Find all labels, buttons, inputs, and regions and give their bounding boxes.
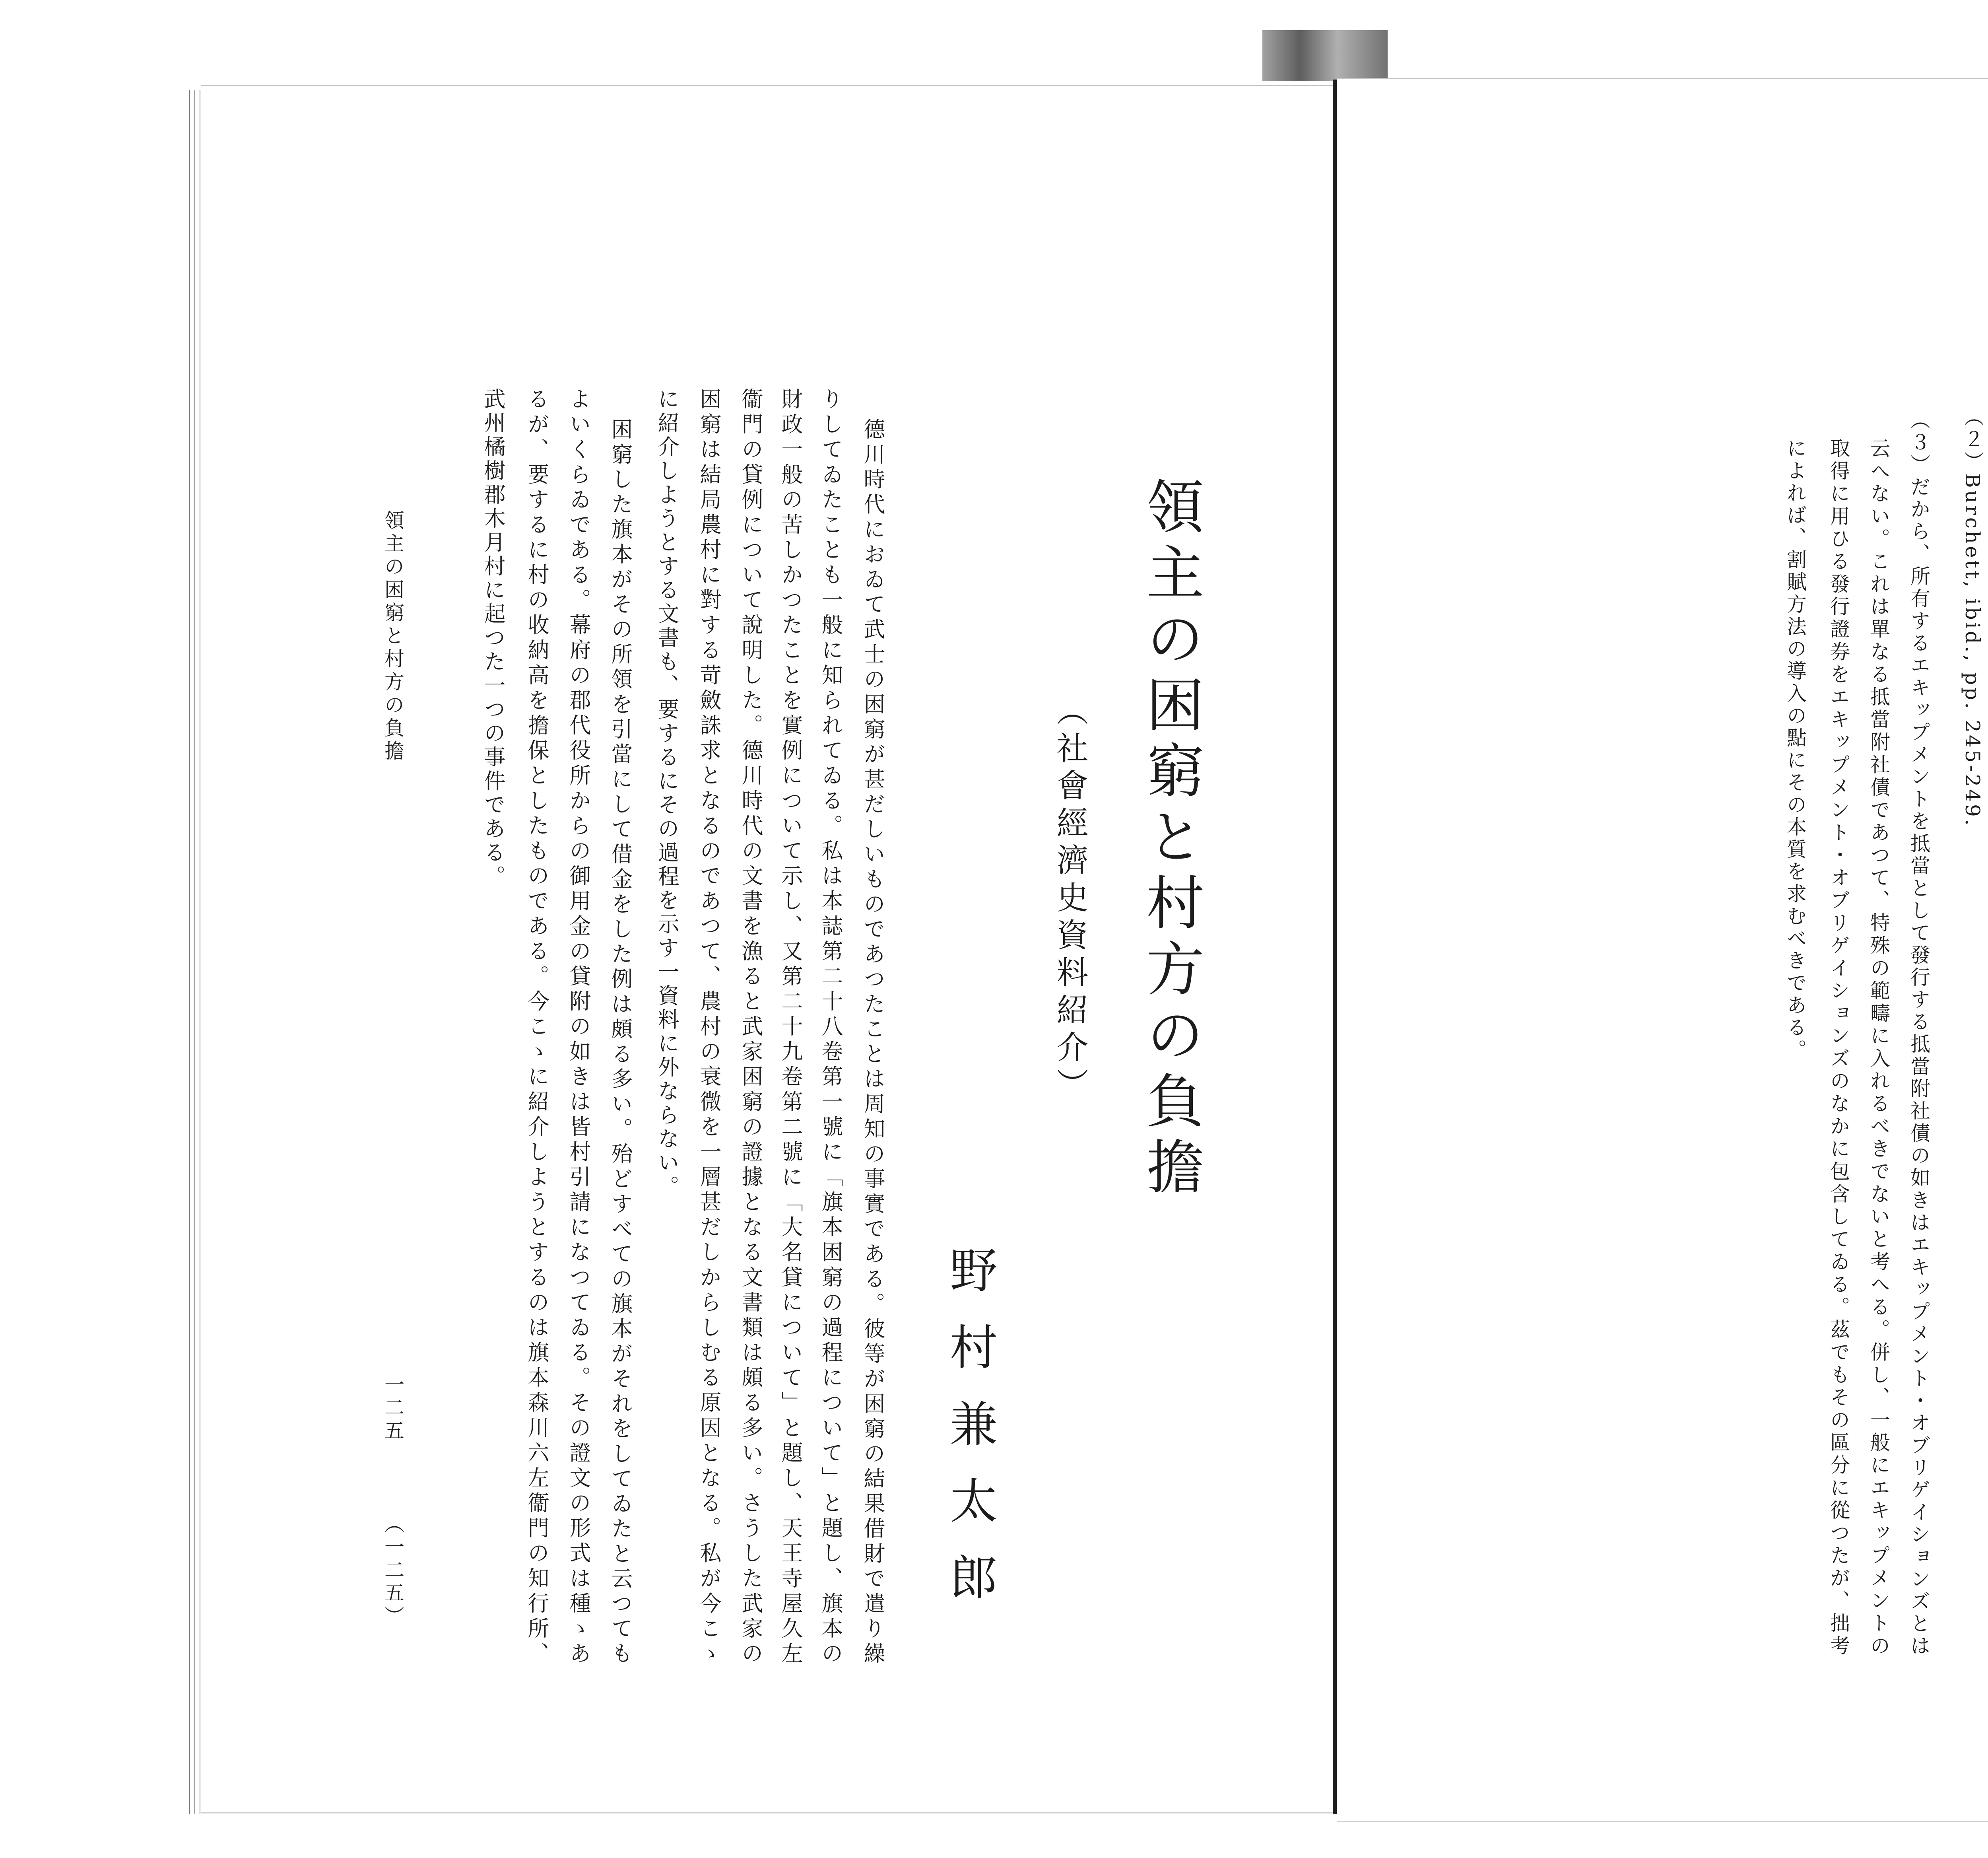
page-fold: [1333, 80, 1337, 1814]
body-text-line: 武州橘樹郡木月村に起つた一つの事件である。: [481, 388, 506, 889]
binding-tab: [1262, 30, 1388, 81]
article-subtitle: （社會經濟史資料紹介）: [1051, 694, 1088, 1105]
body-text-line: 衞門の貸例について說明した。德川時代の文書を漁ると武家困窮の證據となる文書類は頗る多い。さうした武家の: [738, 388, 763, 1664]
body-text-line: 困窮した旗本がその所領を引當にして借金をした例は頗る多い。殆どすべての旗本がそれをしてゐたと云つても: [608, 418, 633, 1664]
body-text-line: るが、要するに村の收納高を擔保としたものである。今こゝに紹介しようとするのは旗本森川六左衞門の知行所、: [524, 388, 549, 1664]
footnote-line: 取得に用ひる發行證券をエキップメント・オブリゲイションズのなかに包含してゐる。茲でもその區分に從つたが、拙考: [1827, 438, 1850, 1655]
footnote-line: （２）Burchett, ibid., pp. 245-249.: [1961, 406, 1984, 828]
footnote-line: によれば、割賦方法の導入の點にその本質を求むべきである。: [1784, 438, 1807, 1061]
body-text-line: りしてゐたことも一般に知られてゐる。私は本誌第二十八卷第一號に「旗本困窮の過程について」と題し、旗本の: [818, 388, 843, 1664]
body-text-line: 財政一般の苦しかつたことを實例について示し、又第二十九卷第二號に「大名貸について」と題し、天王寺屋久左: [778, 388, 803, 1664]
author-name: 野村兼太郎: [942, 1246, 997, 1629]
body-text-line: に紹介しようとする文書も、要するにその過程を示す一資料に外ならない。: [654, 388, 679, 1199]
body-text-line: よいくらゐである。幕府の郡代役所からの御用金の貸附の如きは皆村引請になつてゐる。その證文の形式は種ゝあ: [566, 388, 591, 1664]
running-head: 領主の困窮と村方の負擔: [381, 510, 404, 764]
body-text-line: 德川時代におゐて武士の困窮が甚だしいものであつたことは周知の事實である。彼等が困窮の結果借財で遣り繰: [860, 418, 885, 1664]
page-number: 一二五: [381, 1374, 404, 1443]
left-page-edge: [186, 90, 202, 1814]
article-title: 領主の困窮と村方の負擔: [1136, 476, 1204, 1203]
body-text-line: 困窮は結局農村に對する苛斂誅求となるのであつて、農村の衰微を一層甚だしからしむる原因となる。私が今こゝ: [697, 388, 722, 1664]
page-number-parenthesized: （一二五）: [381, 1513, 404, 1629]
footnote-line: 云へない。これは單なる抵當附社債であつて、特殊の範疇に入れるべきでないと考へる。併し、一般にエキップメントの: [1867, 438, 1890, 1655]
footnote-line: （３）だから、所有するエキップメントを抵當として發行する抵當附社債の如きはエキップメント・オブリゲイションズとは: [1907, 410, 1930, 1656]
